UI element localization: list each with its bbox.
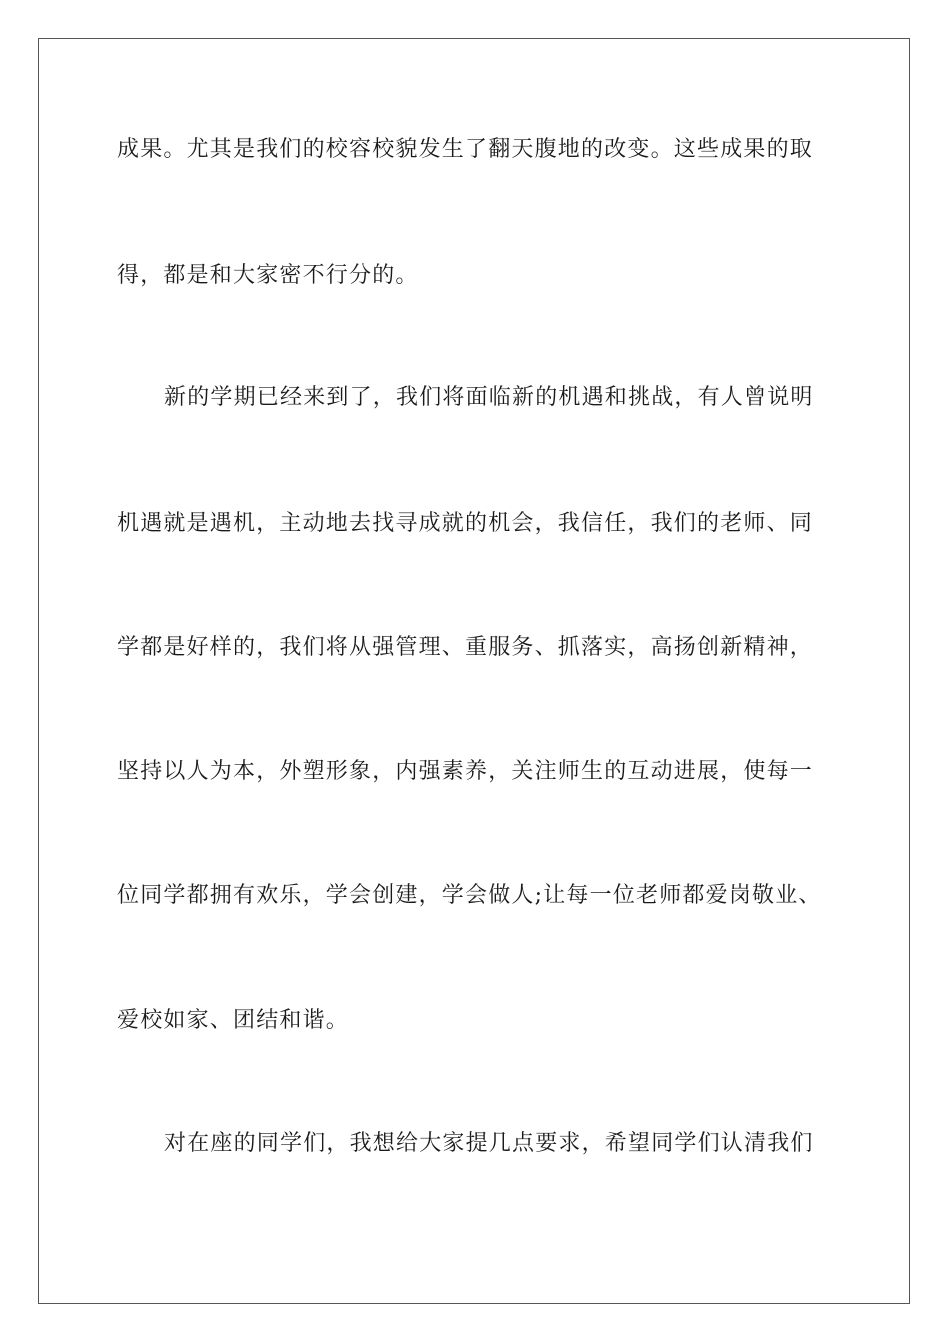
text-line-7: 位同学都拥有欢乐，学会创建，学会做人;让每一位老师都爱岗敬业、 <box>117 883 822 908</box>
text-line-8: 爱校如家、团结和谐。 <box>117 1008 350 1033</box>
text-line-6: 坚持以人为本，外塑形象，内强素养，关注师生的互动进展，使每一 <box>117 759 814 784</box>
text-line-5: 学都是好样的，我们将从强管理、重服务、抓落实，高扬创新精神， <box>117 635 814 660</box>
text-line-4: 机遇就是遇机，主动地去找寻成就的机会，我信任，我们的老师、同 <box>117 511 814 536</box>
text-line-1: 成果。尤其是我们的校容校貌发生了翻天腹地的改变。这些成果的取 <box>117 137 814 162</box>
page-border <box>38 38 910 1304</box>
text-line-3: 新的学期已经来到了，我们将面临新的机遇和挑战，有人曾说明 <box>164 385 814 410</box>
text-line-9: 对在座的同学们，我想给大家提几点要求，希望同学们认清我们 <box>164 1131 814 1156</box>
text-line-2: 得，都是和大家密不行分的。 <box>117 263 419 288</box>
